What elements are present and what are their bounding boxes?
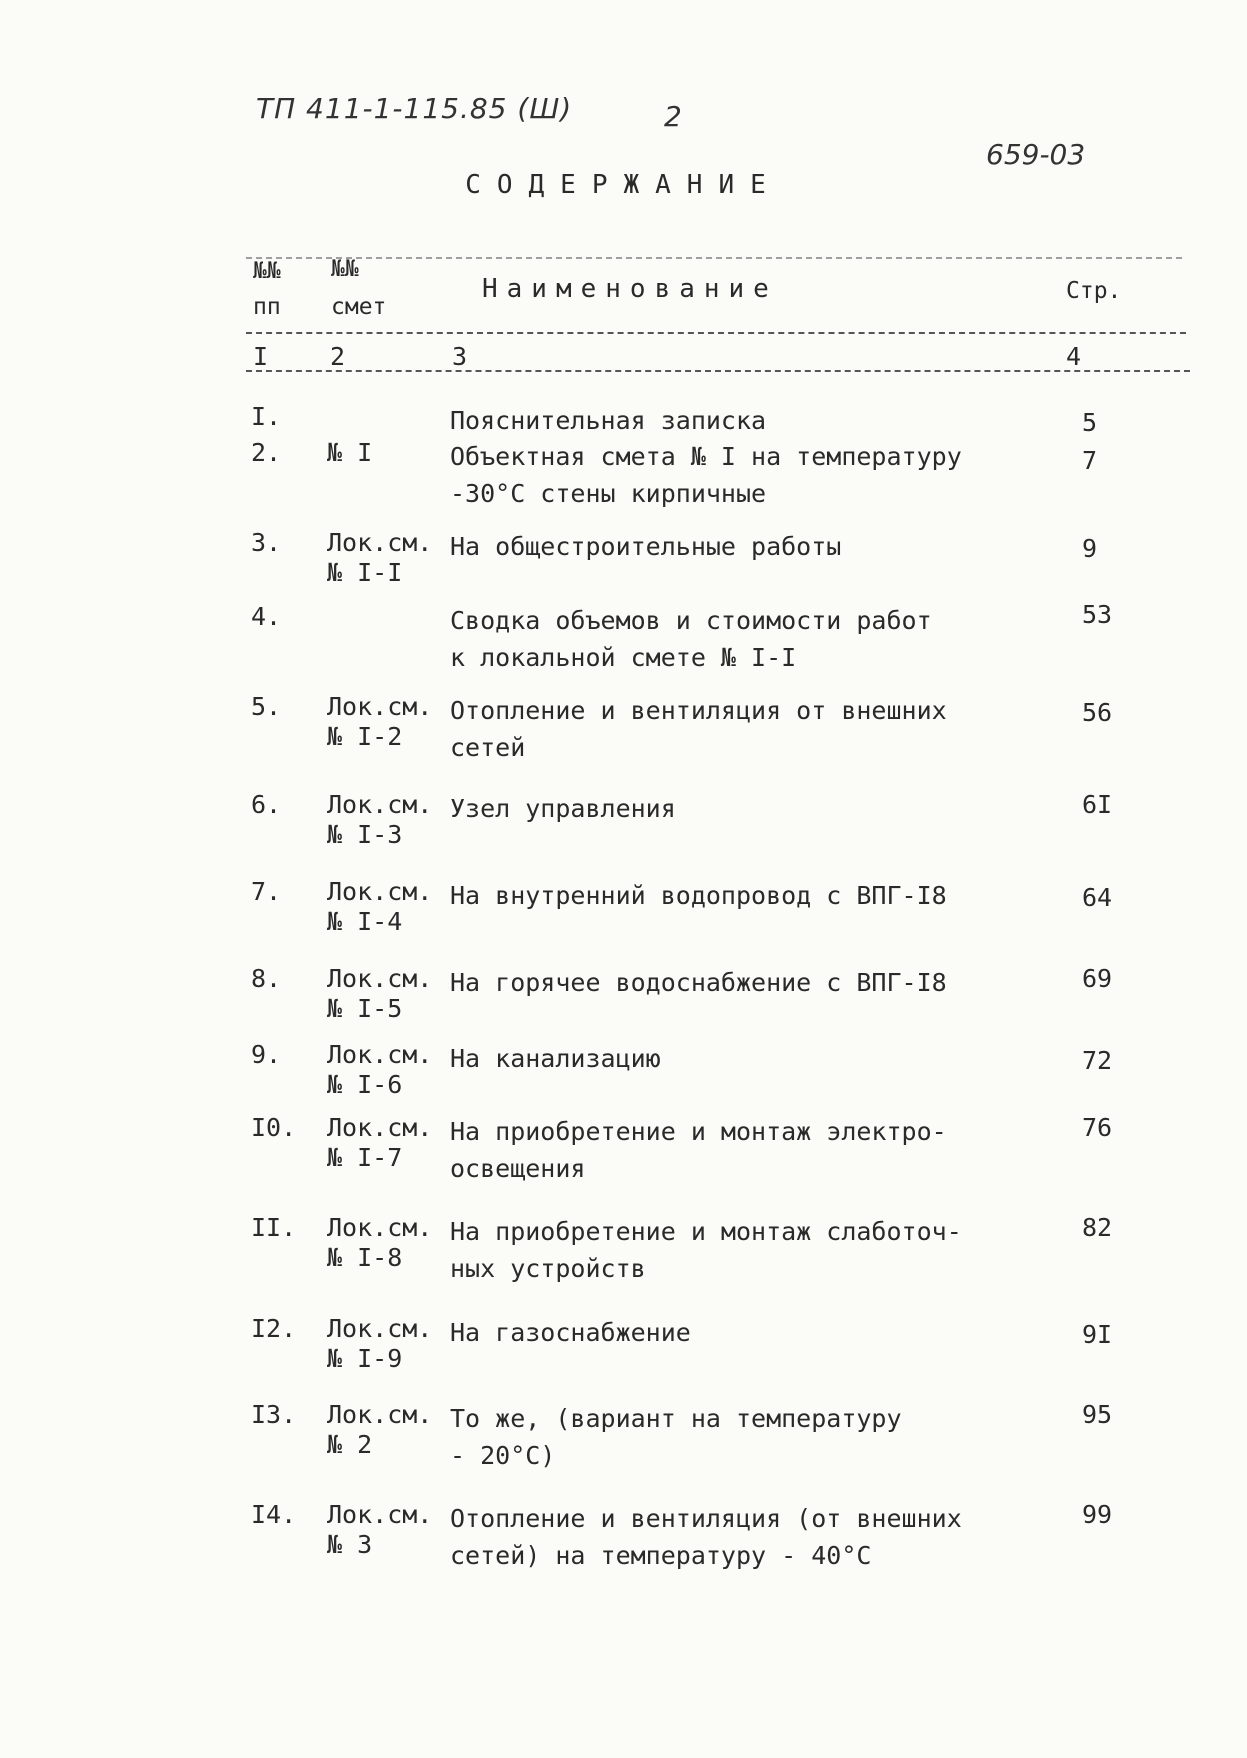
- row-estimate-line: № 3: [327, 1530, 373, 1559]
- column-number: 2: [330, 342, 346, 371]
- row-estimate-line: Лок.см.: [327, 1213, 433, 1242]
- row-number: 7.: [251, 877, 282, 906]
- row-estimate-line: № I-8: [327, 1243, 403, 1272]
- row-estimate: [327, 877, 432, 937]
- row-number: 2.: [251, 438, 282, 467]
- row-estimate: [327, 438, 372, 498]
- row-title-line: -30°С стены кирпичные: [450, 479, 767, 508]
- row-estimate: [327, 602, 342, 662]
- table-header-rule: [246, 332, 1186, 334]
- row-page: 99: [1082, 1500, 1113, 1529]
- row-title-line: [450, 827, 676, 864]
- row-estimate-line: № I-6: [327, 1070, 403, 1099]
- row-estimate-line: № 2: [327, 1430, 373, 1459]
- row-title-line: На горячее водоснабжение с ВПГ-I8: [450, 968, 947, 997]
- row-title-line: [450, 1351, 691, 1388]
- row-title-line: То же, (вариант на температуру: [450, 1404, 902, 1433]
- row-estimate-line: Лок.см.: [327, 528, 433, 557]
- row-number: 6.: [251, 790, 282, 819]
- row-title-line: - 20°С): [450, 1441, 556, 1470]
- row-title: [450, 602, 932, 676]
- row-title-line: Сводка объемов и стоимости работ: [450, 606, 932, 635]
- column-number: I: [253, 342, 269, 371]
- row-title: [450, 790, 676, 864]
- row-estimate-line: Лок.см.: [327, 877, 433, 906]
- row-page: 6I: [1082, 790, 1113, 819]
- row-title-line: Узел управления: [450, 794, 676, 823]
- row-estimate: [327, 692, 432, 752]
- row-title-line: сетей) на температуру - 40°С: [450, 1541, 872, 1570]
- row-title: [450, 528, 841, 602]
- row-page: 69: [1082, 964, 1113, 993]
- row-estimate: [327, 790, 432, 850]
- row-title-line: На приобретение и монтаж слаботоч-: [450, 1217, 962, 1246]
- row-title-line: к локальной смете № I-I: [450, 643, 797, 672]
- row-estimate-line: Лок.см.: [327, 692, 433, 721]
- row-title-line: освещения: [450, 1154, 586, 1183]
- row-title-line: Отопление и вентиляция (от внешних: [450, 1504, 962, 1533]
- row-title: [450, 1400, 902, 1474]
- header-name: Наименование: [482, 274, 778, 304]
- row-page: 9I: [1082, 1320, 1113, 1349]
- row-title-line: Отопление и вентиляция от внешних: [450, 696, 947, 725]
- header-num-line2: пп: [253, 294, 281, 320]
- row-estimate-line: Лок.см.: [327, 1400, 433, 1429]
- row-page: 72: [1082, 1046, 1113, 1075]
- row-estimate-line: Лок.см.: [327, 1500, 433, 1529]
- row-title-line: На общестроительные работы: [450, 532, 842, 561]
- row-number: 8.: [251, 964, 282, 993]
- row-estimate: [327, 1040, 432, 1100]
- row-page: 56: [1082, 698, 1113, 727]
- row-title-line: [450, 1001, 947, 1038]
- row-estimate-line: № I-I: [327, 558, 403, 587]
- row-estimate-line: Лок.см.: [327, 790, 433, 819]
- page-title: СОДЕРЖАНИЕ: [465, 170, 782, 200]
- header-num-line1: №№: [253, 258, 281, 284]
- row-title: [450, 964, 947, 1038]
- row-page: 76: [1082, 1113, 1113, 1142]
- row-title-line: ных устройств: [450, 1254, 646, 1283]
- row-number: I4.: [251, 1500, 297, 1529]
- row-title: [450, 877, 947, 951]
- row-estimate-line: [327, 402, 342, 432]
- row-title: [450, 692, 947, 766]
- row-estimate: [327, 528, 432, 588]
- row-title: [450, 438, 962, 512]
- row-title-line: сетей: [450, 733, 526, 762]
- row-page: 95: [1082, 1400, 1113, 1429]
- row-title-line: [450, 914, 947, 951]
- row-title: [450, 1040, 661, 1114]
- row-estimate-line: № I-3: [327, 820, 403, 849]
- header-estimate-line2: смет: [331, 294, 387, 320]
- row-number: 3.: [251, 528, 282, 557]
- column-number: 3: [452, 342, 468, 371]
- row-number: I3.: [251, 1400, 297, 1429]
- header-page: Стр.: [1066, 278, 1122, 304]
- row-title-line: На внутренний водопровод с ВПГ-I8: [450, 881, 947, 910]
- row-title-line: На газоснабжение: [450, 1318, 691, 1347]
- column-number: 4: [1066, 342, 1082, 371]
- row-title: [450, 1113, 947, 1187]
- sheet-reference: 659-03: [986, 138, 1086, 171]
- row-number: 4.: [251, 602, 282, 631]
- row-estimate: [327, 1314, 432, 1374]
- page-number: 2: [664, 100, 682, 133]
- row-estimate-line: [327, 632, 342, 662]
- row-page: 53: [1082, 600, 1113, 629]
- row-title-line: [450, 565, 841, 602]
- row-page: 64: [1082, 883, 1113, 912]
- row-title-line: Объектная смета № I на температуру: [450, 442, 962, 471]
- row-estimate-line: Лок.см.: [327, 1113, 433, 1142]
- row-estimate-line: Лок.см.: [327, 1040, 433, 1069]
- row-title-line: Пояснительная записка: [450, 406, 767, 435]
- row-number: I2.: [251, 1314, 297, 1343]
- row-page: 5: [1082, 408, 1098, 437]
- row-number: I.: [251, 402, 282, 431]
- header-estimate-line1: №№: [331, 256, 359, 282]
- row-estimate-line: № I-5: [327, 994, 403, 1023]
- row-estimate-line: [327, 602, 342, 632]
- row-title: [450, 1213, 962, 1287]
- row-number: 9.: [251, 1040, 282, 1069]
- row-estimate: [327, 1400, 432, 1460]
- row-title-line: На приобретение и монтаж электро-: [450, 1117, 947, 1146]
- row-title-line: [450, 1077, 661, 1114]
- row-estimate-line: № I-9: [327, 1344, 403, 1373]
- row-estimate: [327, 964, 432, 1024]
- row-estimate-line: № I-2: [327, 722, 403, 751]
- row-page: 9: [1082, 534, 1098, 563]
- row-estimate: [327, 1113, 432, 1173]
- row-number: 5.: [251, 692, 282, 721]
- row-title: [450, 1314, 691, 1388]
- document-code: ТП 411-1-115.85 (Ш): [256, 92, 573, 125]
- row-number: II.: [251, 1213, 297, 1242]
- row-title-line: На канализацию: [450, 1044, 661, 1073]
- row-estimate: [327, 1500, 432, 1560]
- table-body-rule: [246, 370, 1190, 372]
- row-estimate-line: Лок.см.: [327, 1314, 433, 1343]
- row-estimate-line: № I: [327, 438, 373, 467]
- row-number: I0.: [251, 1113, 297, 1142]
- row-estimate-line: № I-7: [327, 1143, 403, 1172]
- row-page: 7: [1082, 446, 1098, 475]
- row-title: [450, 1500, 962, 1574]
- row-estimate: [327, 1213, 432, 1273]
- row-estimate-line: Лок.см.: [327, 964, 433, 993]
- row-estimate-line: [327, 468, 372, 498]
- row-estimate-line: № I-4: [327, 907, 403, 936]
- row-page: 82: [1082, 1213, 1113, 1242]
- table-top-rule: [246, 257, 1182, 259]
